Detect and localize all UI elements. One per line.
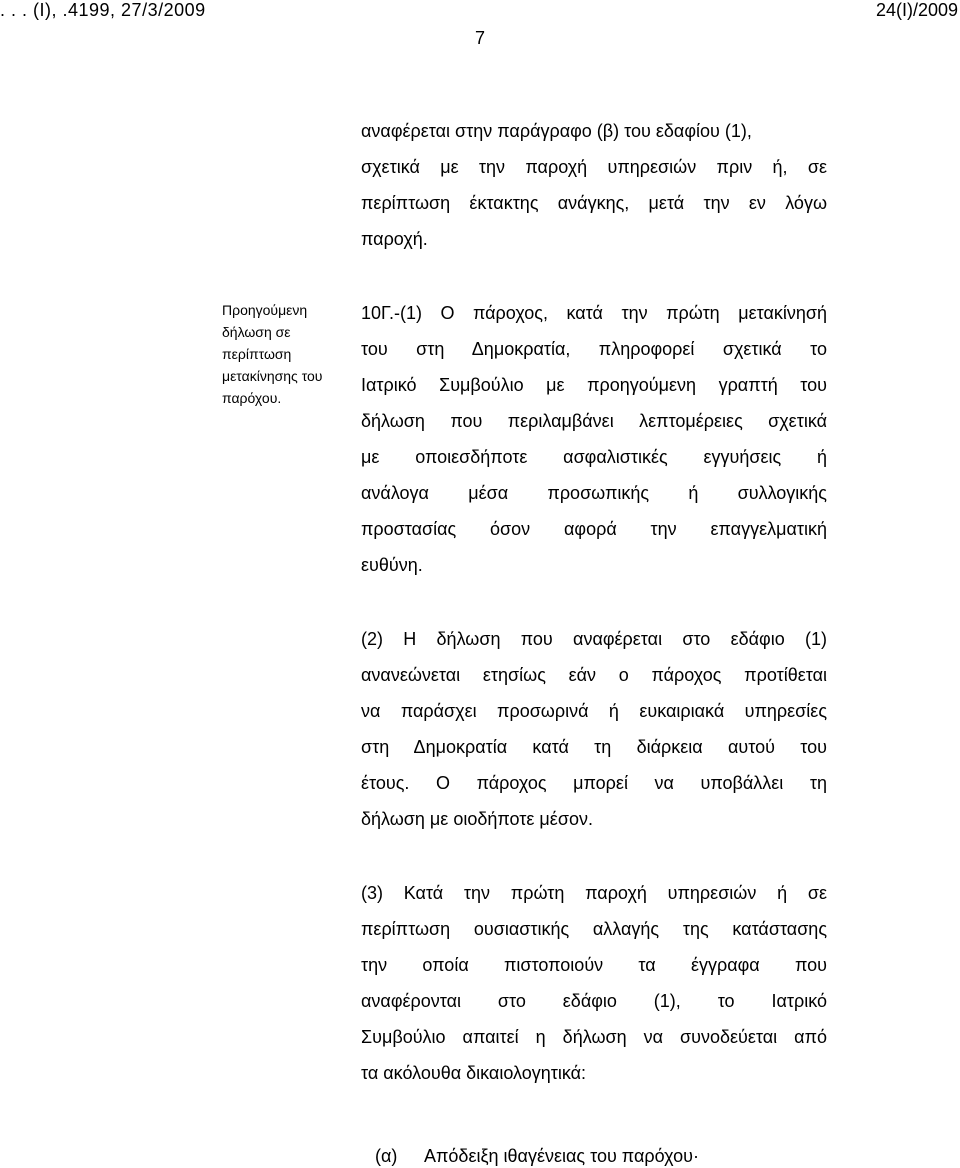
margin-note-line: δήλωση σε [222, 324, 291, 340]
text-line: έτους. Ο πάροχος μπορεί να υποβάλλει τη [361, 773, 827, 793]
text-line: (2) Η δήλωση που αναφέρεται στο εδάφιο (1) [361, 629, 827, 649]
page-number: 7 [474, 28, 485, 48]
text-line: δήλωση που περιλαμβάνει λεπτομέρειες σχετικά [361, 411, 827, 431]
margin-note-line: μετακίνησης του [222, 368, 323, 384]
margin-note-line: Προηγούμενη [222, 302, 308, 318]
text-line: ανανεώνεται ετησίως εάν ο πάροχος προτίθεται [361, 665, 827, 685]
text-line: ευθύνη. [361, 555, 423, 575]
law-number: 24(Ι)/2009 [875, 0, 958, 20]
text-line: 10Γ.-(1) Ο πάροχος, κατά την πρώτη μετακίνησή [361, 303, 827, 323]
text-line: προστασίας όσον αφορά την επαγγελματική [361, 519, 827, 539]
text-line: περίπτωση ουσιαστικής αλλαγής της κατάστασης [361, 919, 827, 939]
text-line: στη Δημοκρατία κατά τη διάρκεια αυτού του [361, 737, 827, 757]
text-line: δήλωση με οιοδήποτε μέσον. [361, 809, 593, 829]
text-line: την οποία πιστοποιούν τα έγγραφα που [361, 955, 827, 975]
list-item-label: (α) [375, 1146, 398, 1166]
text-line: τα ακόλουθα δικαιολογητικά: [361, 1063, 587, 1083]
text-line: με οποιεσδήποτε ασφαλιστικές εγγυήσεις ή [361, 447, 827, 467]
list-item-text: Απόδειξη ιθαγένειας του παρόχου· [424, 1146, 699, 1166]
header-reference: . . . (Ι), .4199, 27/3/2009 [0, 0, 206, 20]
text-line: ανάλογα μέσα προσωπικής ή συλλογικής [361, 483, 827, 503]
text-line: Ιατρικό Συμβούλιο με προηγούμενη γραπτή του [361, 375, 827, 395]
text-line: να παράσχει προσωρινά ή ευκαιριακά υπηρεσίες [361, 701, 827, 721]
text-line: σχετικά με την παροχή υπηρεσιών πριν ή, σε [361, 157, 827, 177]
text-line: αναφέρονται στο εδάφιο (1), το Ιατρικό [361, 991, 827, 1011]
text-line: παροχή. [361, 229, 428, 249]
text-line: αναφέρεται στην παράγραφο (β) του εδαφίου (1), [361, 121, 752, 141]
text-line: περίπτωση έκτακτης ανάγκης, μετά την εν λόγω [361, 193, 827, 213]
margin-note-line: περίπτωση [222, 346, 292, 362]
text-line: (3) Κατά την πρώτη παροχή υπηρεσιών ή σε [361, 883, 827, 903]
text-line: του στη Δημοκρατία, πληροφορεί σχετικά το [361, 339, 827, 359]
margin-note [222, 299, 347, 409]
text-line: Συμβούλιο απαιτεί η δήλωση να συνοδεύεται από [361, 1027, 827, 1047]
margin-note-line: παρόχου. [222, 390, 282, 406]
